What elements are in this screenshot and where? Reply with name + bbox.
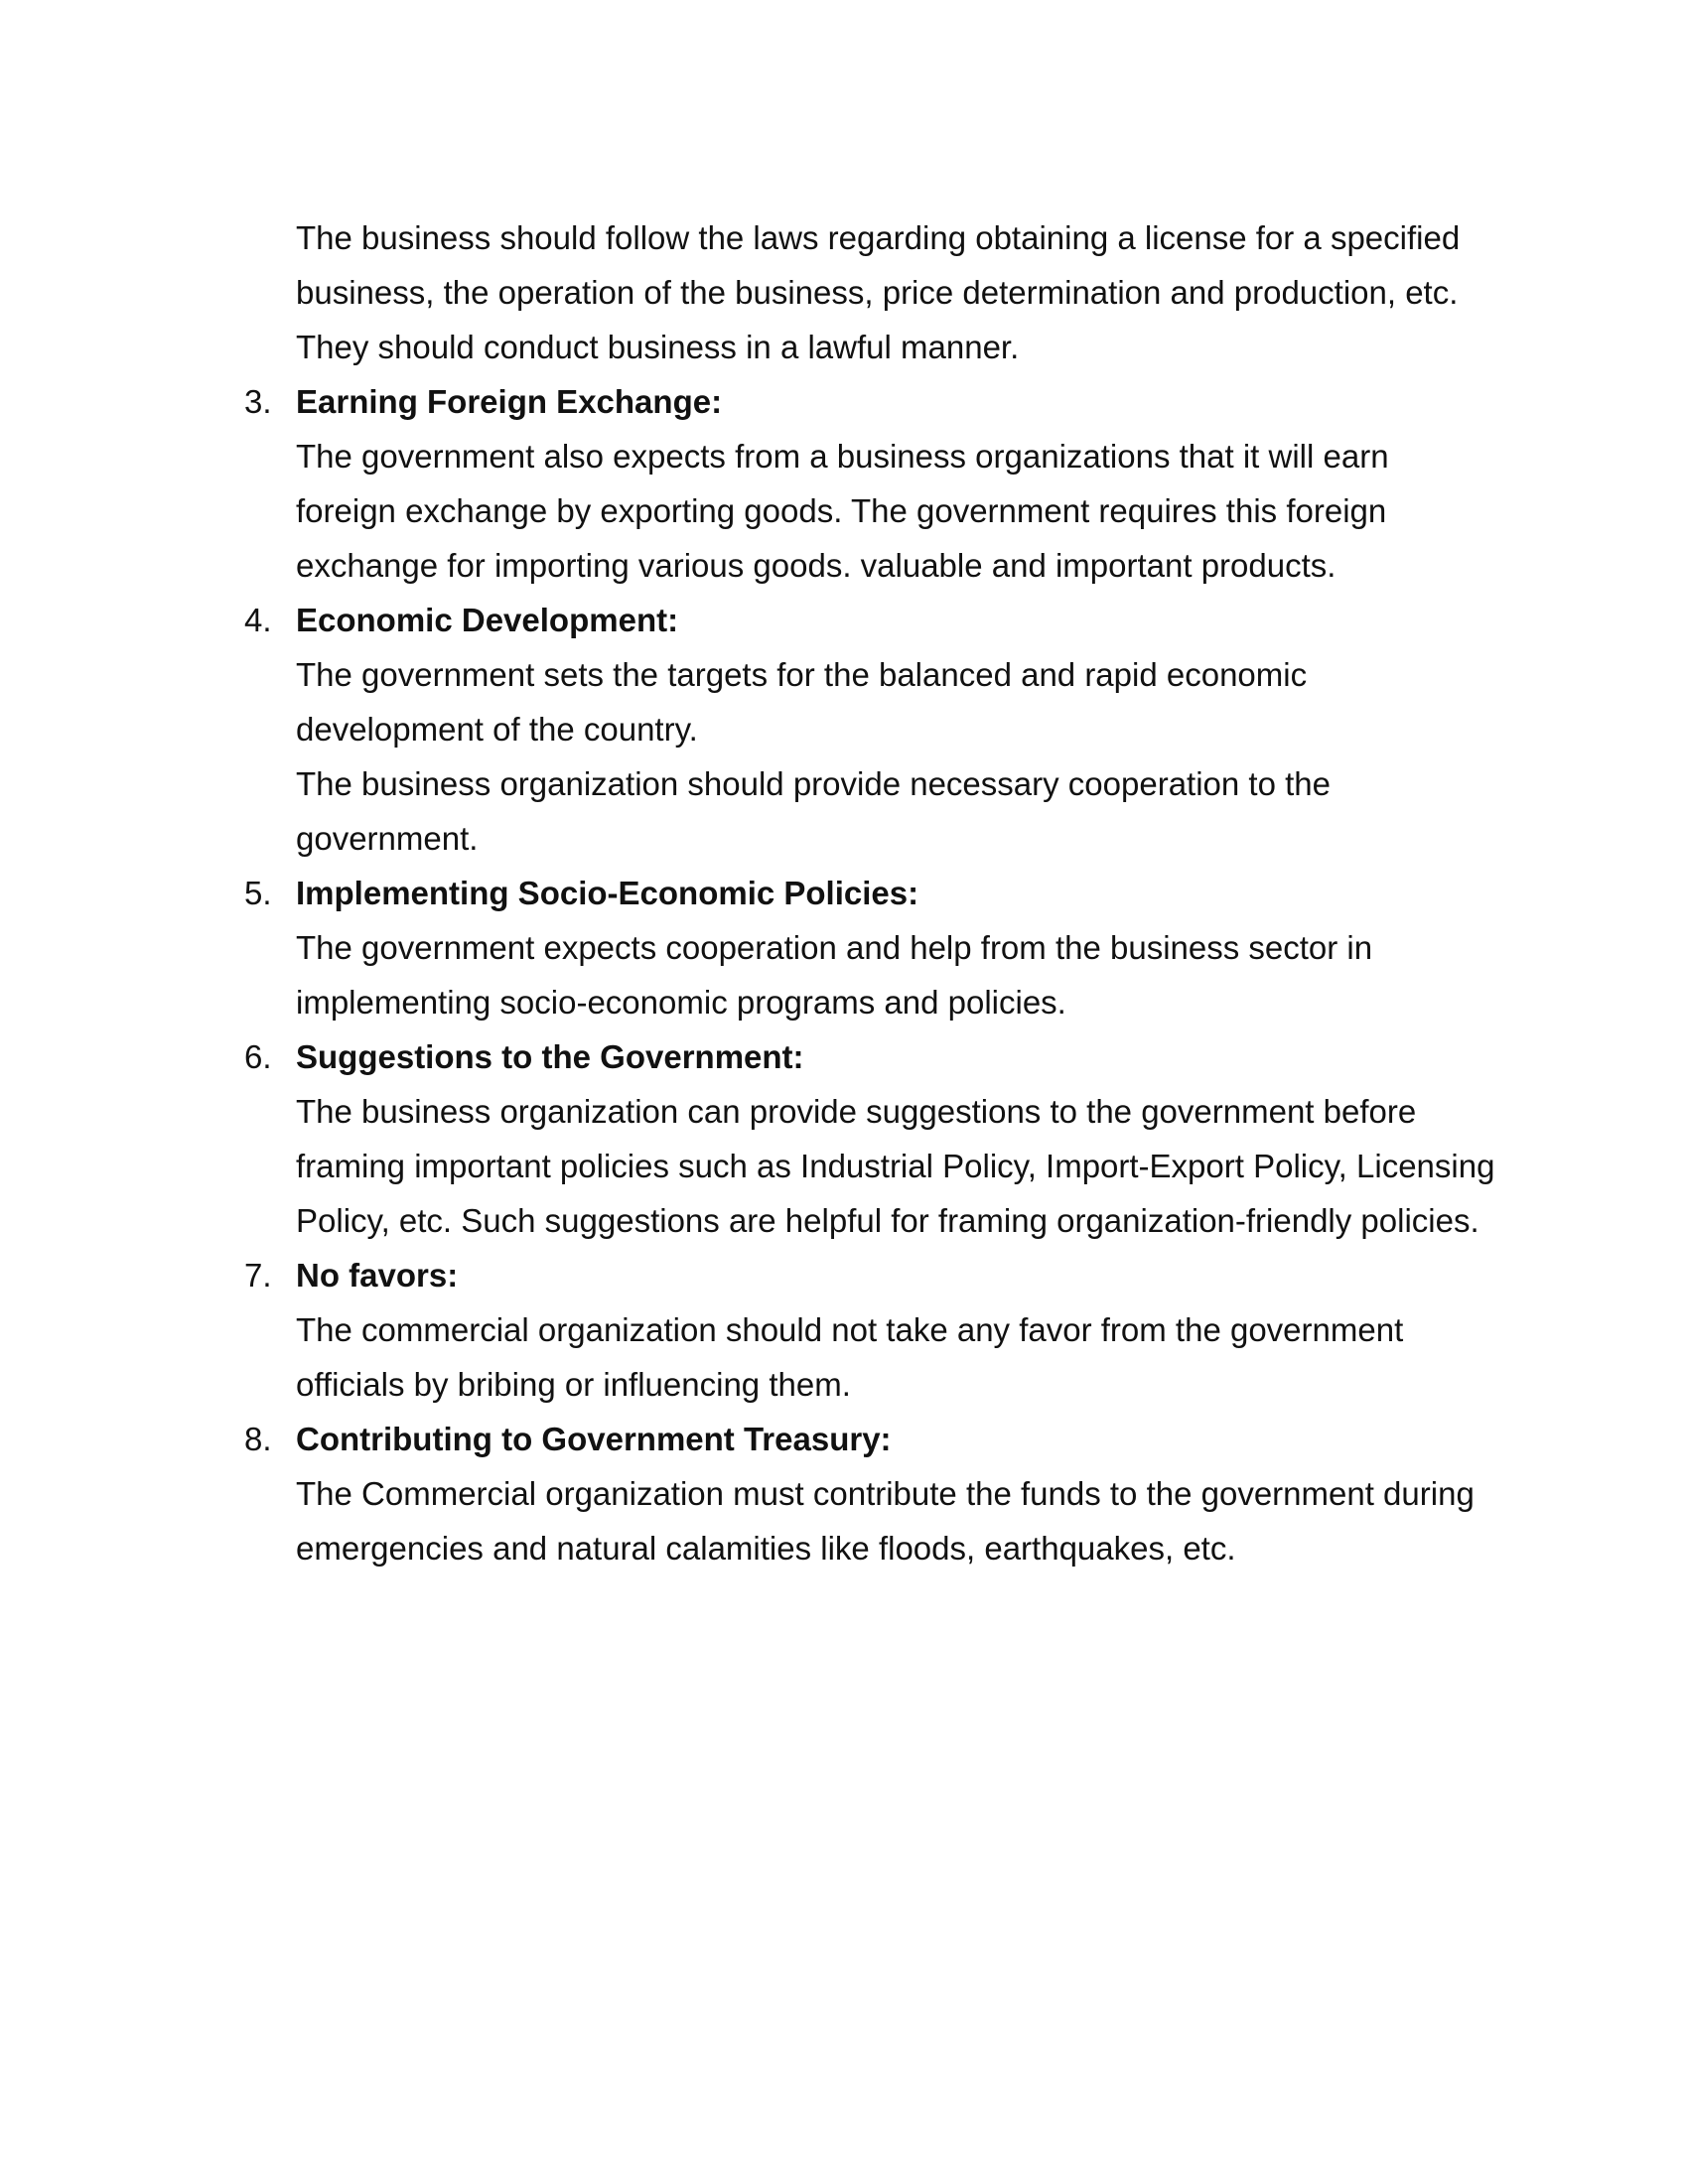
item-heading: Economic Development:: [296, 602, 679, 638]
item-paragraph: The government also expects from a business organizations that it will earn foreign exchange by exporting goods. The government requires this foreign exchange for importing various goods. valuable and important products.: [296, 438, 1389, 584]
list-number: 6.: [244, 1038, 272, 1075]
list-item-3: [244, 374, 1497, 593]
item-paragraph: The Commercial organization must contribute the funds to the government during emergencies and natural calamities like floods, earthquakes, etc.: [296, 1475, 1475, 1567]
item-heading: Implementing Socio-Economic Policies:: [296, 875, 919, 911]
intro-line: They should conduct business in a lawful manner.: [296, 329, 1020, 365]
list-number: 3.: [244, 383, 272, 420]
item-heading: Contributing to Government Treasury:: [296, 1421, 892, 1457]
intro-line: The business should follow the laws regarding obtaining a license for a specified: [296, 219, 1461, 256]
item-heading: Earning Foreign Exchange:: [296, 383, 723, 420]
list-number: 4.: [244, 602, 272, 638]
item-body: [296, 920, 1497, 1029]
list-item-8: [244, 1412, 1497, 1575]
list-item-7: [244, 1248, 1497, 1412]
item-paragraph: The business organization can provide suggestions to the government before framing important policies such as Industrial Policy, Import-Export Policy, Licensing Policy, etc. Such suggestions are helpful for framing organization-friendly policies.: [296, 1093, 1495, 1239]
intro-paragraph: [296, 210, 1497, 374]
item-heading: Suggestions to the Government:: [296, 1038, 804, 1075]
list-number: 7.: [244, 1257, 272, 1294]
item-body: [296, 1302, 1497, 1412]
list-item-6: [244, 1029, 1497, 1248]
list-item-4: [244, 593, 1497, 866]
list-number: 5.: [244, 875, 272, 911]
item-body: [296, 647, 1497, 866]
intro-line: business, the operation of the business, price determination and production, etc.: [296, 274, 1459, 311]
list-number: 8.: [244, 1421, 272, 1457]
item-body: [296, 1466, 1497, 1575]
list-item-5: [244, 866, 1497, 1029]
item-paragraph: The commercial organization should not take any favor from the government officials by bribing or influencing them.: [296, 1311, 1404, 1403]
item-heading: No favors:: [296, 1257, 459, 1294]
page-content: [244, 210, 1497, 1575]
item-body: [296, 1084, 1497, 1248]
item-body: [296, 429, 1497, 593]
item-paragraph: The business organization should provide necessary cooperation to the government.: [296, 765, 1331, 857]
item-paragraph: The government sets the targets for the balanced and rapid economic development of the country.: [296, 656, 1308, 748]
item-paragraph: The government expects cooperation and help from the business sector in implementing socio-economic programs and policies.: [296, 929, 1373, 1021]
